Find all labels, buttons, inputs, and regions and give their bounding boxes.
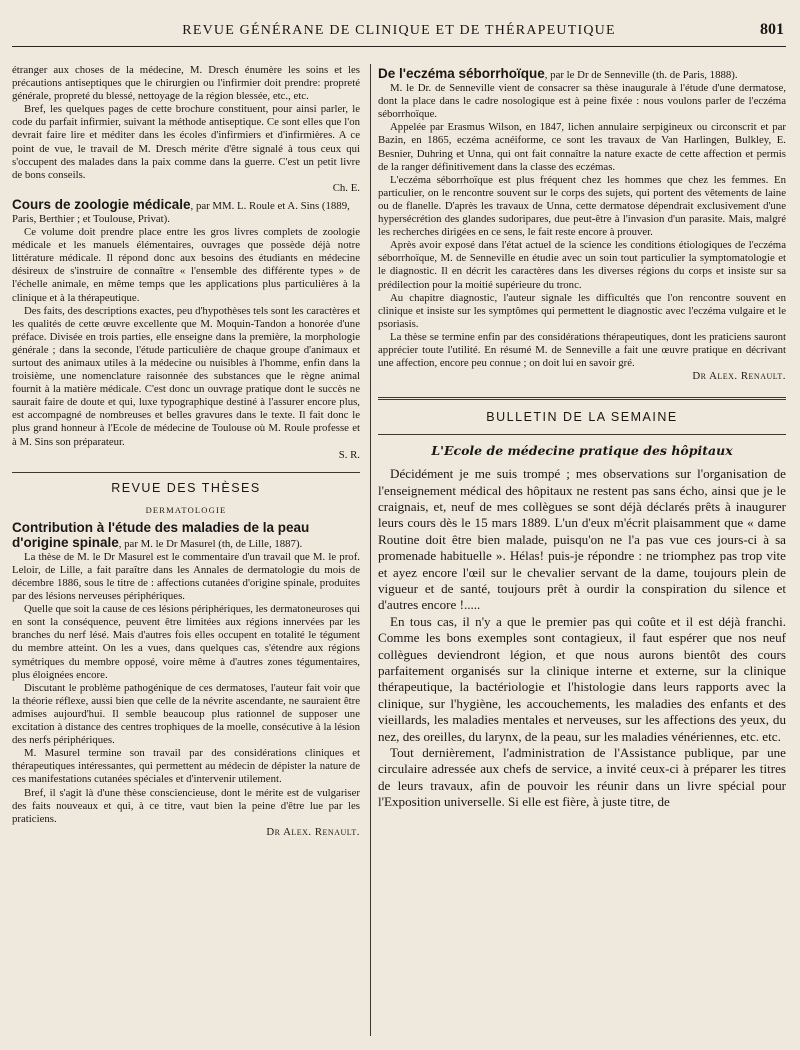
article-title: Cours de zoologie médicale [12, 196, 191, 212]
paragraph: L'eczéma séborrhoïque est plus fréquent chez les hommes que chez les femmes. En particulier, on le rencontre souvent sur le corps des sujets, qui portent des vêtements de laine ou de flanelle. D'après les travaux de Unna, cette dermatose dépendrait exclusivement d'une hypersécrétion des glandes sudoripares, due peut-être à l'invasion d'un parasite. Mais, malgré les recherches dirigées en ce sens, le fait reste encore à prouver. [378, 173, 786, 239]
article-heading [12, 521, 360, 551]
right-column [378, 64, 786, 1038]
running-header [12, 18, 786, 47]
article-reference: , par le Dr de Senneville (th. de Paris, 1888). [544, 69, 738, 81]
paragraph: Bref, les quelques pages de cette brochure constituent, pour ainsi parler, le code du parfait infirmier, suivant la méthode antiseptique. Ce sont elles que l'on devrait faire lire et méditer dans les écoles d'infirmiers et d'infirmières. A ce point de vue, le travail de M. Dresch mérite d'être signalé à tous ceux qui s'occupent des malades dans la paix comme dans la guerre. C'est un petit livre de bons conseils. [12, 103, 360, 181]
paragraph: Quelle que soit la cause de ces lésions périphériques, les dermatoneuroses qui en sont la conséquence, peuvent être limitées aux régions innervées par les branches du nerf lésé. Mais d'autres fois elles occupent en totalité le tégument du membre atteint. On les a vues, dans quelques cas, s'étendre aux régions symétriques du membre opposé, voire même à d'autres zones tégumentaires, plus éloignées encore. [12, 603, 360, 681]
article-reference: , par MM. L. Roule et A. Sins (1889, Paris, Berthier ; et Toulouse, Privat). [12, 199, 350, 225]
signature [12, 182, 360, 195]
signature [378, 370, 786, 383]
paragraph: La thèse de M. le Dr Masurel est le commentaire d'un travail que M. le prof. Leloir, de Lille, a fait paraître dans les Annales de dermatologie du mois de décembre 1886, sous le titre de : affections cutanées d'origine spinale, produites par des lésions nerveuses périphériques. [12, 550, 360, 603]
paragraph: Bref, il s'agit là d'une thèse consciencieuse, dont le mérite est de vulgariser des faits nouveaux et qui, à ce titre, vaut bien la peine d'être lue par les praticiens. [12, 786, 360, 825]
section-title: REVUE DES THÈSES [12, 472, 360, 495]
signature-text: Dr Alex. Renault. [266, 825, 360, 838]
paragraph: étranger aux choses de la médecine, M. Dresch énumère les soins et les précautions antiseptiques que le chirurgien ou l'infirmier doit prendre: propreté générale, propreté du blessé, nettoyage de la région blessée, etc., etc. [12, 64, 360, 103]
journal-title: REVUE GÉNÉRANE DE CLINIQUE ET DE THÉRAPEUTIQUE [182, 23, 616, 38]
paragraph: M. le Dr. de Senneville vient de consacrer sa thèse inaugurale à l'étude d'une dermatose, dont la place dans le cadre nosologique est à peine fixée : nous voulons parler de l'eczéma séborrhoïque. [378, 82, 786, 121]
article-title: De l'eczéma séborrhoïque [378, 66, 545, 81]
page-number: 801 [760, 21, 784, 38]
article-heading [12, 198, 360, 226]
paragraph: La thèse se termine enfin par des considérations thérapeutiques, dont les praticiens sauront apprécier toute l'utilité. En résumé M. de Senneville a fait une œuvre pratique en décrivant une affection, encore peu connue ; on doit lui en savoir gré. [378, 330, 786, 370]
paragraph: En tous cas, il n'y a que le premier pas qui coûte et il est déjà franchi. Comme les bons exemples sont contagieux, il faut espérer que nos neuf collègues deviendront légion, et que nous aurons bientôt des cours parfaitement organisés sur la clinique interne et externe, sur la clinique thérapeutique, la bactériologie et l'histologie dans leurs rapports avec la clinique, sur l'hygiène, les accouchements, les maladies des enfants et des vieillards, les maladies mentales et nerveuses, sur les affections des yeux, du nez, des oreilles, du larynx, de la peau, sur les maladies vénériennes, etc. etc. [378, 613, 786, 744]
signature-text: Dr Alex. Renault. [692, 370, 786, 383]
section-title: BULLETIN DE LA SEMAINE [378, 397, 786, 424]
paragraph: Décidément je me suis trompé ; mes observations sur l'organisation de l'enseignement médical des hôpitaux ne restent pas sans écho, ainsi que je le craignais, et, neuf de mes collègues se sont déjà déclarés prêts à inaugurer leurs cours dès le 15 mars 1889. L'un d'eux m'écrit plaisamment que « dame Routine doit être bien malade, puisqu'on ne l'a pas vue ces jours-ci à sa promenade habituelle ». Hélas! puis-je répondre : ne triomphez pas trop vite et ayez encore l'œil sur le chevalier servant de la dame, toujours plein de vigueur et de santé, toujours prêt à ourdir la conspiration du silence et d'autres encore !..... [378, 466, 786, 613]
paragraph: Après avoir exposé dans l'état actuel de la science les conditions étiologiques de l'eczéma séborrhoïque, M. de Senneville en étudie avec un soin tout particulier la symptomatologie et le diagnostic. Il en décrit les caractères dans les diverses régions du corps et insiste sur sa prédilection pour la moitié supérieure du tronc. [378, 239, 786, 291]
paragraph: Des faits, des descriptions exactes, peu d'hypothèses tels sont les caractères et les qualités de cette œuvre excellente que M. Moquin-Tandon a honorée d'une préface. Divisée en trois parties, elle enseigne dans la première, la morphologie générale ; dans la seconde, l'étude particulière de chaque groupe d'animaux et surtout des animaux utiles à la médecine ou nuisibles à l'homme, enfin dans la troisième, une nomenclature raisonnée des substances que le règne animal fournit à la matière médicale. C'est donc un ouvrage pratique dont le succès ne saurait faire de doute et qui, luxe typographique destiné à l'assurer encore plus, est accompagné de nombreuses et belles gravures dans le texte. Il fait donc le plus grand honneur à l'Ecole de médecine de Toulouse où M. Roule professe et à M. Sins son préparateur. [12, 304, 360, 448]
article-title: Contribution à l'étude des maladies de la peau d'origine spinale [12, 519, 310, 550]
signature [12, 826, 360, 839]
paragraph: Tout dernièrement, l'administration de l'Assistance publique, par une circulaire adressée aux chefs de service, a invité ceux-ci à préparer les titres de leurs travaux, afin de pouvoir les réunir dans un livre spécial pour l'Exposition universelle. Si elle est fière, à juste titre, de [378, 745, 786, 810]
article-heading [378, 67, 786, 82]
section-subtitle: L'Ecole de médecine pratique des hôpitaux [378, 434, 786, 458]
column-divider [370, 64, 371, 1036]
article-reference: , par M. le Dr Masurel (th, de Lille, 1887). [118, 537, 303, 550]
paragraph: Appelée par Erasmus Wilson, en 1847, lichen annulaire serpigineux ou circonscrit et par Bazin, en 1865, eczéma acnéiforme, ce sont les travaux de Van Harlingen, Bulkley, E. Besnier, Duhring et Unna, qui ont fait connaître la nature exacte de cette affection et permis de la ranger définitivement dans la classe des eczémas. [378, 121, 786, 173]
paragraph: Ce volume doit prendre place entre les gros livres complets de zoologie médicale et les manuels élémentaires, ouvrages que possède déjà notre littérature médicale. Il répond donc aux besoins des étudiants en médecine désireux de s'instruire de connaître « l'ensemble des différente types » de l'échelle animale, en même temps que les applications plus particulières à la clinique et à la thérapeutique. [12, 226, 360, 304]
signature [12, 449, 360, 462]
signature-text: Ch. E. [332, 181, 360, 194]
paragraph: Discutant le problème pathogénique de ces dermatoses, l'auteur fait voir que la théorie réflexe, aussi bien que celle de la névrite ascendante, ne sauraient être admises aujourd'hui. Il semble beaucoup plus rationnel de supposer une excitation à distance des centres trophiques de la moelle, consécutive à la lésion des nerfs périphériques. [12, 681, 360, 747]
paragraph: Au chapitre diagnostic, l'auteur signale les difficultés que l'on rencontre souvent en clinique et insiste sur les symptômes qui permettent le diagnostic avec l'eczéma vulgaire et le psoriasis. [378, 291, 786, 330]
section-subtitle: DERMATOLOGIE [145, 504, 227, 515]
paragraph: M. Masurel termine son travail par des considérations cliniques et thérapeutiques intéressantes, qui permettent au médecin de dépister la nature de ces manifestations cutanées spéciales et d'intervenir utilement. [12, 747, 360, 786]
left-column [12, 64, 360, 1038]
signature-text: S. R. [338, 448, 360, 461]
